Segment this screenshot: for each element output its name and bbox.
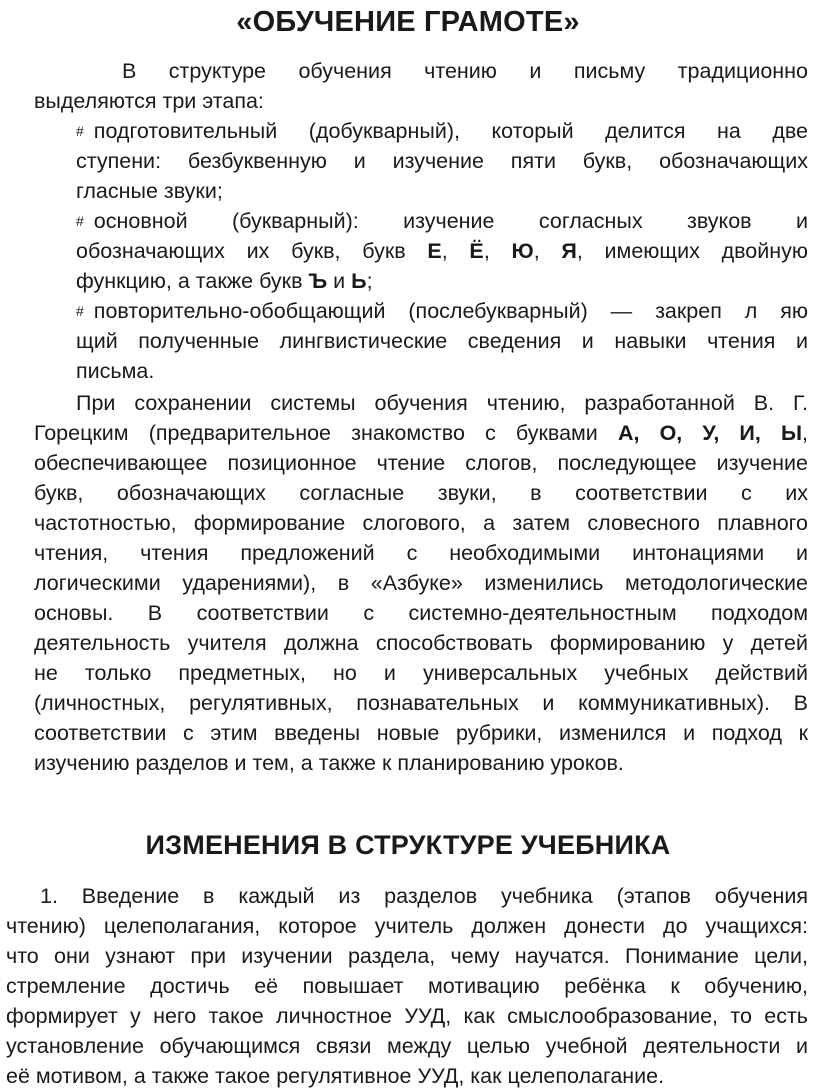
para3-line: её мотивом, а также такое регулятивное УУД, как целеполагание. (6, 1064, 665, 1088)
para2-line: обеспечивающее позиционное чтение слогов, последующее изучение (34, 451, 808, 475)
stage2-text: функцию, а также букв (76, 269, 309, 293)
intro-line-1: В структуре обучения чтению и письму традиционно (122, 59, 808, 83)
para2-line: деятельность учителя должна способствовать формированию у детей (34, 631, 808, 655)
para2-line: основы. В соответствии с системно-деятельностным подходом (34, 601, 808, 625)
stage2-line-1 (76, 207, 808, 237)
separator: , (533, 239, 562, 263)
bullet-icon: # (76, 213, 84, 229)
letter-bold: Е (427, 239, 442, 263)
separator: ; (366, 269, 373, 293)
stage2-text: основной (букварный): изучение согласных звуков и (93, 209, 808, 233)
separator: , (802, 421, 809, 445)
para3-line: стремление достичь её повышает мотивацию ребёнка к обучению, (6, 974, 808, 998)
para2-line-2 (34, 419, 808, 447)
separator: и (327, 269, 352, 293)
stage2-line-3 (76, 267, 373, 295)
letters-bold: А, О, У, И, Ы (617, 421, 803, 445)
stage1-line-2: ступени: безбуквенную и изучение пяти букв, обозначающих (76, 149, 808, 173)
para2-line: логическими ударениями), в «Азбуке» изменились методологические (34, 571, 808, 595)
para3-line: 1. Введение в каждый из разделов учебника (этапов обучения (40, 884, 808, 908)
letter-bold: Ъ (308, 269, 328, 293)
letter-bold: Ю (511, 239, 534, 263)
page-title: «ОБУЧЕНИЕ ГРАМОТЕ» (236, 6, 580, 38)
intro-line-2: выделяются три этапа: (34, 89, 264, 113)
para2-line: частотностью, формирование слогового, а затем словесного плавного (34, 511, 808, 535)
para2-line: соответствии с этим введены новые рубрики, изменился и подход к (34, 721, 808, 745)
stage3-text: повторительно-обобщающий (послебукварный) — закреп л яю (93, 299, 808, 323)
separator: , (441, 239, 470, 263)
separator: , (483, 239, 512, 263)
stage2-text: обозначающих их букв, букв (76, 239, 428, 263)
stage2-line-2 (76, 237, 808, 265)
bullet-icon: # (76, 303, 84, 319)
para3-line: что они узнают при изучении раздела, чему научатся. Понимание цели, (6, 944, 808, 968)
para2-line: чтения, чтения предложений с необходимыми интонациями и (34, 541, 808, 565)
para3-line: установление обучающимся связи между целью учебной деятельности и (6, 1034, 808, 1058)
para2-line: изучению разделов и тем, а также к планированию уроков. (34, 751, 624, 775)
letter-bold: Ё (469, 239, 484, 263)
stage3-line-3: письма. (76, 359, 155, 383)
stage3-line-2: щий полученные лингвистические сведения и навыки чтения и (76, 329, 808, 353)
para3-line: чтению) целеполагания, которое учитель должен донести до учащихся: (6, 914, 808, 938)
stage1-line-3: гласные звуки; (76, 179, 223, 203)
stage1-text: подготовительный (добукварный), который делится на две (93, 119, 808, 143)
para2-line: (личностных, регулятивных, познавательных и коммуникативных). В (34, 691, 808, 715)
stage2-text: , имеющих двойную (576, 239, 809, 263)
para2-line: букв, обозначающих согласные звуки, в соответствии с их (34, 481, 808, 505)
stage3-line-1 (76, 297, 808, 327)
para3-line: формирует у него такое личностное УУД, как смыслообразование, то есть (6, 1004, 808, 1028)
letter-bold: Ь (351, 269, 367, 293)
para2-line: не только предметных, но и универсальных учебных действий (34, 661, 808, 685)
para2-line-1: При сохранении системы обучения чтению, разработанной В. Г. (76, 391, 808, 415)
para2-text: Горецким (предварительное знакомство с буквами (34, 421, 618, 445)
letter-bold: Я (561, 239, 577, 263)
section-heading: ИЗМЕНЕНИЯ В СТРУКТУРЕ УЧЕБНИКА (145, 830, 671, 860)
stage1-line-1 (76, 117, 808, 147)
bullet-icon: # (76, 123, 84, 139)
